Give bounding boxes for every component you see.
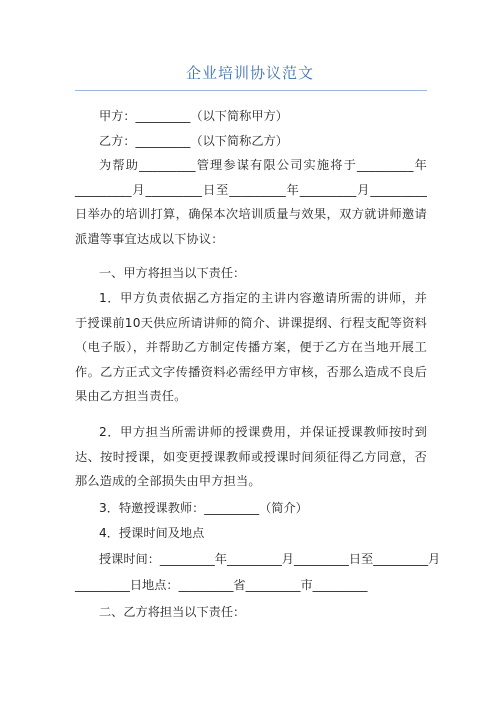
title-divider [75, 90, 427, 91]
clause-3: 3．特邀授课教师：_________（简介） [99, 501, 308, 515]
clause-4-place: _________日地点：_________省_________市_________ [75, 578, 368, 592]
party-a-line: 甲方：_________（以下简称甲方） [99, 109, 288, 123]
section-1-heading: 一、甲方将担当以下责任： [99, 266, 246, 280]
intro-paragraph: 为帮助_________管理参谋有限公司实施将于_________年_________月_________日至_________年_________月_________日举办的培训打算，确保本次培训质量与效果，双方就讲师邀请派遣等事宜达成以下协议： [75, 158, 427, 246]
clause-4-time: 授课时间：_________年_________月_________日至_________月 [99, 552, 441, 566]
clause-1: 1．甲方负责依据乙方指定的主讲内容邀请所需的讲师，并于授课前10天供应所请讲师的简介、讲课提纲、行程支配等资料（电子版），并帮助乙方制定传播方案，便于乙方在当地开展工作。乙方正式文字传播资料必需经甲方审核，否那么造成不良后果由乙方担当责任。 [75, 291, 427, 404]
clause-4: 4．授课时间及地点 [99, 526, 205, 540]
clause-2: 2．甲方担当所需讲师的授课费用，并保证授课教师按时到达、按时授课，如变更授课教师或授课时间须征得乙方同意，否那么造成的全部损失由甲方担当。 [75, 425, 427, 489]
party-b-line: 乙方：_________（以下简称乙方） [99, 134, 288, 148]
section-2-heading: 二、乙方将担当以下责任： [99, 605, 246, 619]
document-title: 企业培训协议范文 [185, 64, 314, 82]
